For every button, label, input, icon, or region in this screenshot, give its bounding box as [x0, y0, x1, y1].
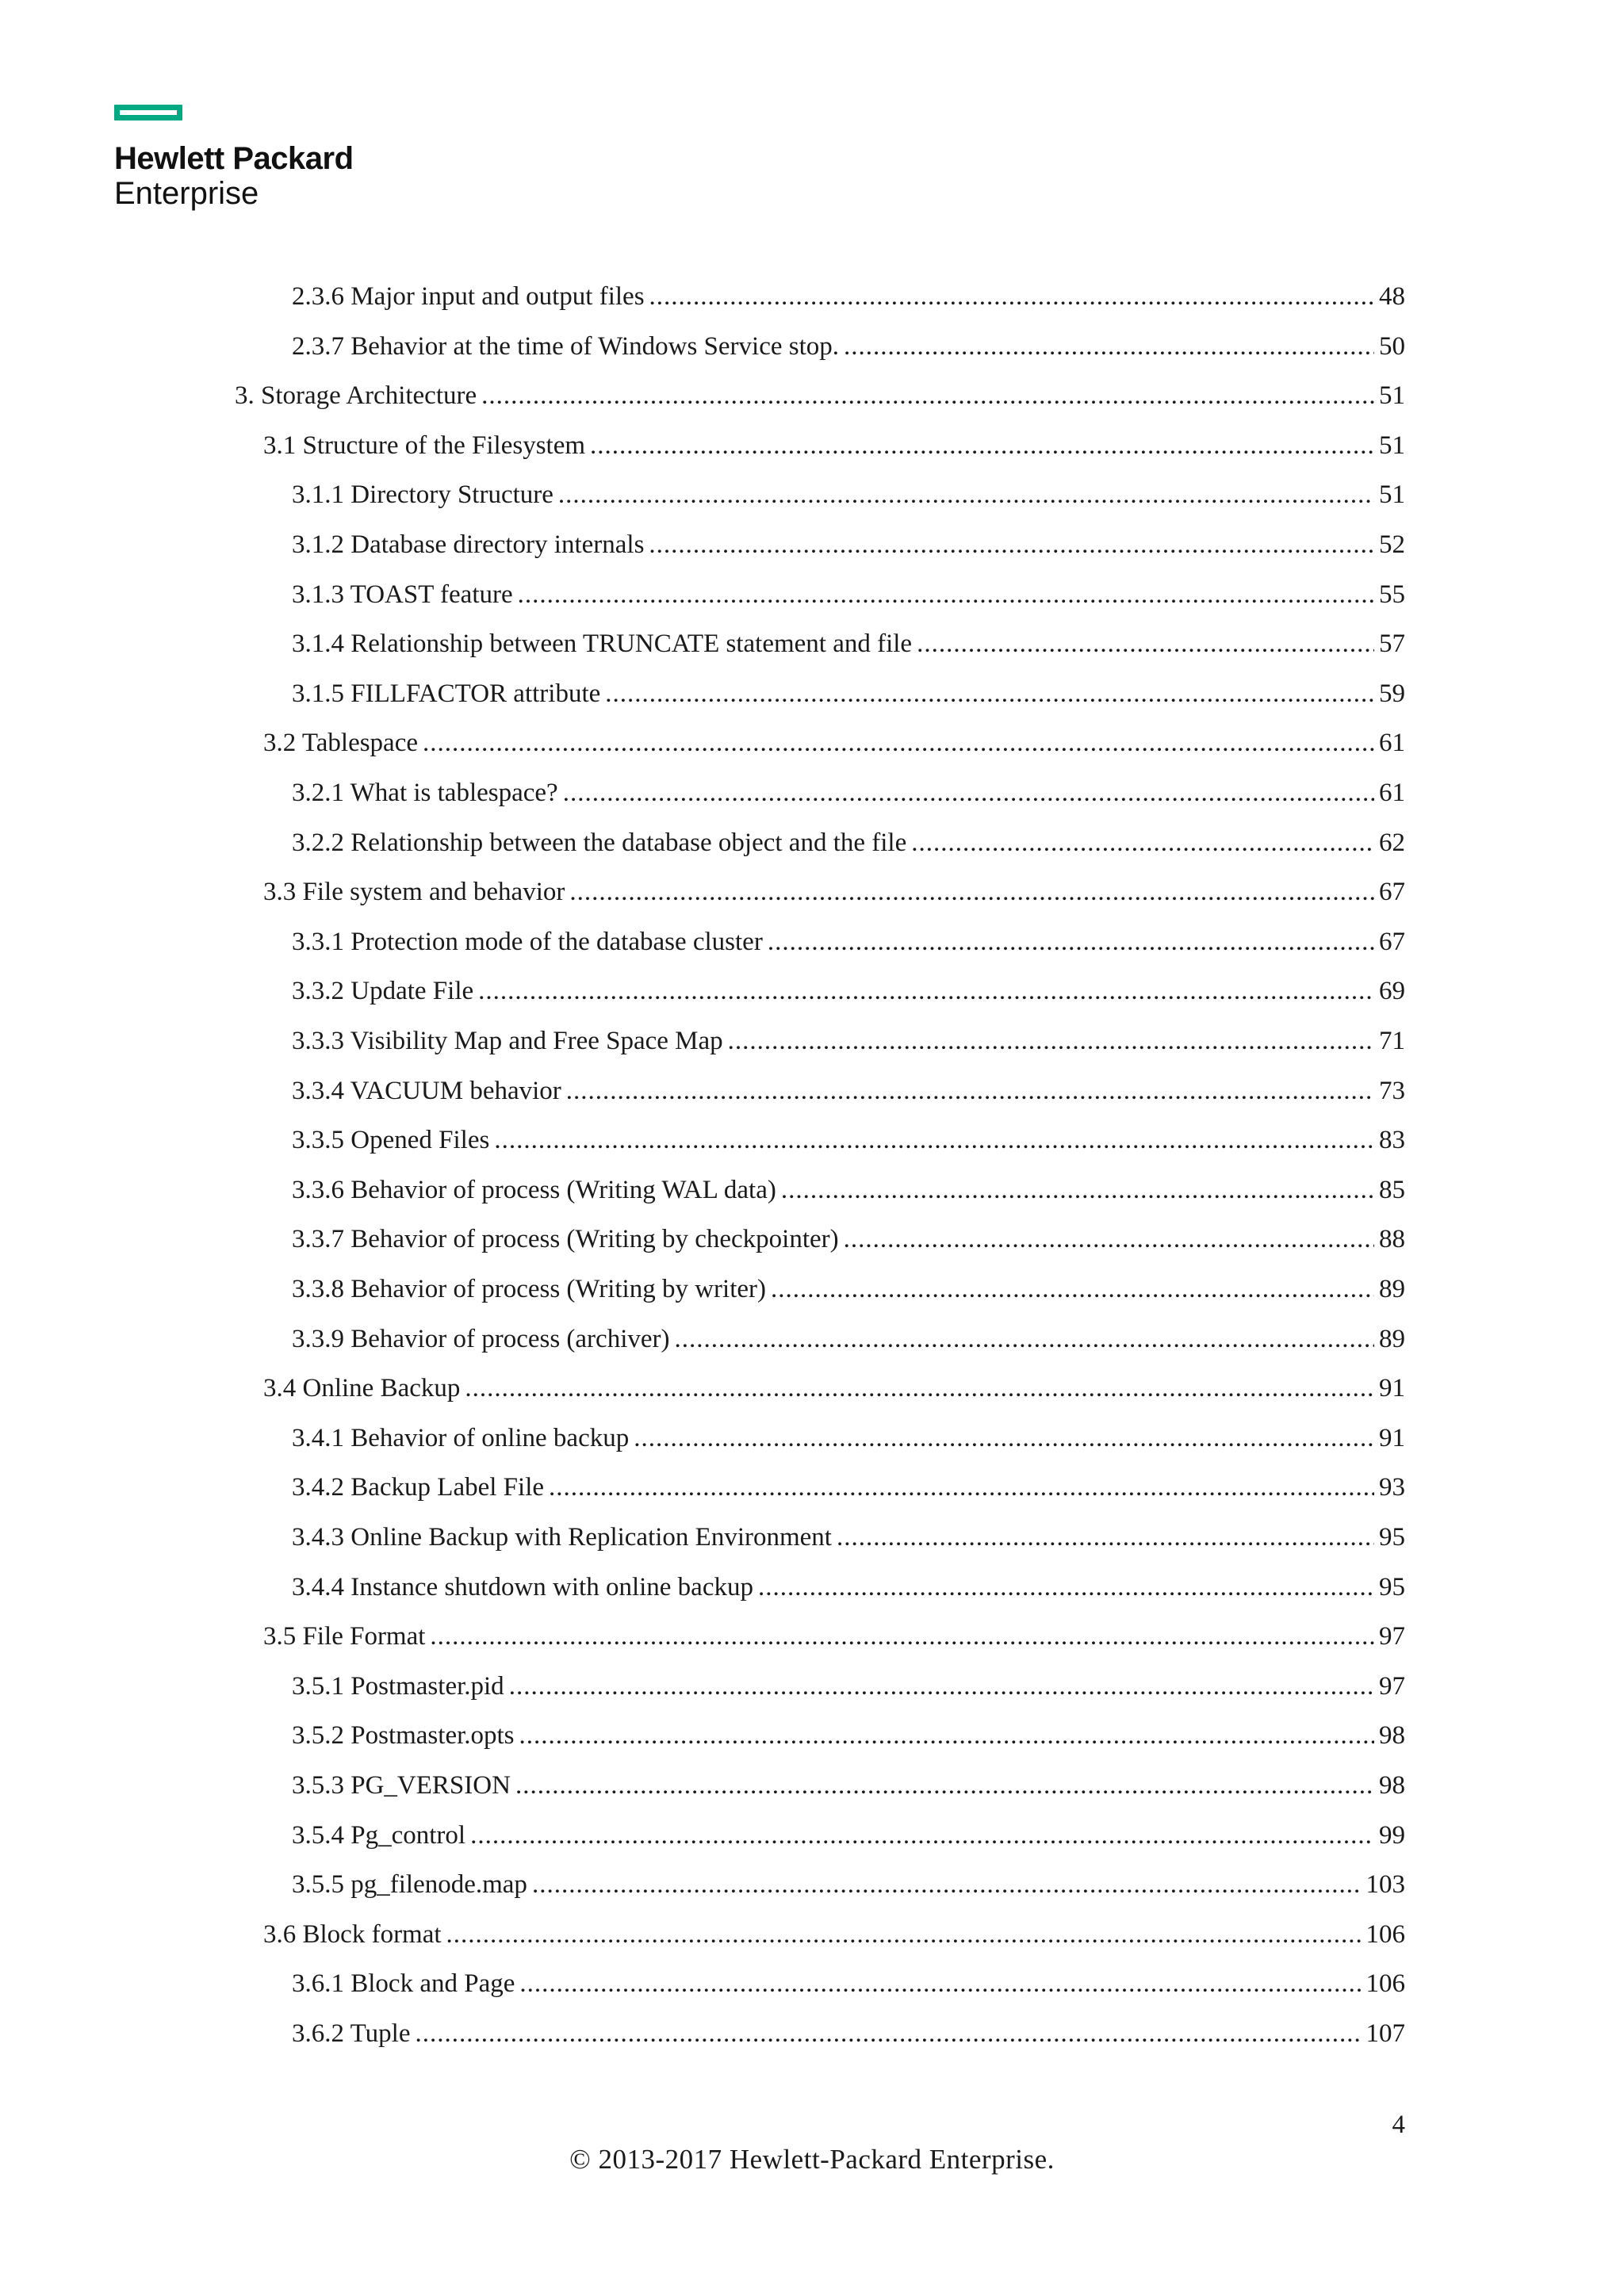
toc-entry[interactable] [263, 428, 1405, 463]
toc-entry[interactable] [292, 1173, 1405, 1207]
toc-entry-title: 3.3.1 Protection mode of the database cluster [292, 928, 763, 956]
toc-entry[interactable] [292, 1222, 1405, 1257]
toc-entry[interactable] [292, 1520, 1405, 1555]
toc-entry-title: 3.4.4 Instance shutdown with online backup [292, 1573, 753, 1601]
copyright-footer: © 2013-2017 Hewlett-Packard Enterprise. [569, 2144, 1055, 2175]
toc-entry-page: 51 [1379, 480, 1405, 509]
toc-entry-page: 103 [1365, 1870, 1405, 1899]
toc-dot-leader [590, 428, 1374, 463]
toc-entry-title: 3.6 Block format [263, 1920, 442, 1949]
toc-entry-page: 98 [1379, 1771, 1405, 1800]
toc-entry-page: 89 [1379, 1275, 1405, 1303]
toc-entry[interactable] [263, 1619, 1405, 1654]
toc-dot-leader [917, 626, 1374, 661]
toc-dot-leader [649, 527, 1374, 562]
toc-dot-leader [634, 1421, 1374, 1456]
toc-entry[interactable] [292, 1123, 1405, 1158]
toc-entry-title: 3.4 Online Backup [263, 1374, 461, 1402]
toc-entry-title: 3.5.3 PG_VERSION [292, 1771, 511, 1800]
toc-dot-leader [563, 775, 1374, 810]
toc-dot-leader [728, 1024, 1374, 1058]
toc-entry-page: 107 [1365, 2019, 1405, 2048]
toc-entry-page: 97 [1379, 1622, 1405, 1651]
toc-entry[interactable] [292, 1718, 1405, 1753]
toc-entry-page: 50 [1379, 332, 1405, 361]
toc-entry-page: 83 [1379, 1126, 1405, 1154]
toc-entry-page: 98 [1379, 1721, 1405, 1750]
toc-entry[interactable] [292, 974, 1405, 1008]
toc-dot-leader [515, 1768, 1374, 1803]
toc-entry[interactable] [292, 1867, 1405, 1902]
toc-entry[interactable] [292, 1669, 1405, 1704]
toc-entry-page: 59 [1379, 679, 1405, 708]
toc-dot-leader [446, 1917, 1362, 1952]
toc-dot-leader [532, 1867, 1362, 1902]
toc-entry-title: 3.3.9 Behavior of process (archiver) [292, 1325, 670, 1353]
toc-dot-leader [649, 279, 1374, 314]
toc-entry-title: 3.2.1 What is tablespace? [292, 779, 558, 807]
toc-dot-leader [844, 1222, 1374, 1257]
toc-entry-title: 3.1.1 Directory Structure [292, 480, 553, 509]
toc-entry-page: 95 [1379, 1523, 1405, 1552]
toc-dot-leader [558, 477, 1374, 512]
toc-entry-page: 69 [1379, 977, 1405, 1005]
logo-text-line1: Hewlett Packard [114, 141, 354, 176]
toc-dot-leader [430, 1619, 1374, 1654]
toc-entry-title: 3.3.2 Update File [292, 977, 474, 1005]
toc-entry-title: 3.4.2 Backup Label File [292, 1473, 545, 1502]
toc-dot-leader [509, 1669, 1374, 1704]
toc-dot-leader [566, 1073, 1374, 1108]
toc-entry[interactable] [292, 924, 1405, 959]
toc-entry-page: 51 [1379, 431, 1405, 460]
toc-dot-leader [465, 1371, 1374, 1406]
toc-entry-title: 3.3 File system and behavior [263, 878, 565, 906]
toc-dot-leader [478, 974, 1374, 1008]
toc-dot-leader [781, 1173, 1374, 1207]
toc-entry[interactable] [263, 874, 1405, 909]
toc-entry[interactable] [292, 1272, 1405, 1307]
toc-entry[interactable] [292, 477, 1405, 512]
toc-entry[interactable] [292, 1421, 1405, 1456]
toc-entry-page: 62 [1379, 828, 1405, 857]
toc-dot-leader [675, 1322, 1375, 1357]
toc-entry-page: 85 [1379, 1176, 1405, 1204]
hpe-logo-mark [114, 105, 182, 121]
toc-dot-leader [481, 378, 1374, 413]
toc-entry-title: 3.1.3 TOAST feature [292, 580, 513, 609]
toc-entry[interactable] [292, 1768, 1405, 1803]
toc-entry-page: 48 [1379, 282, 1405, 311]
toc-dot-leader [470, 1818, 1374, 1853]
toc-entry-page: 91 [1379, 1424, 1405, 1452]
toc-entry[interactable] [292, 329, 1405, 364]
toc-dot-leader [518, 577, 1374, 612]
toc-entry[interactable] [292, 1570, 1405, 1605]
toc-entry-title: 3.6.2 Tuple [292, 2019, 411, 2048]
toc-entry[interactable] [292, 825, 1405, 860]
toc-entry-title: 3.1.5 FILLFACTOR attribute [292, 679, 601, 708]
toc-entry-title: 3.2 Tablespace [263, 729, 419, 757]
toc-entry-title: 3. Storage Architecture [235, 381, 477, 410]
logo-text-line2: Enterprise [114, 176, 259, 211]
toc-entry[interactable] [235, 378, 1405, 413]
toc-entry-page: 93 [1379, 1473, 1405, 1502]
toc-entry[interactable] [292, 1322, 1405, 1357]
toc-entry[interactable] [292, 775, 1405, 810]
toc-entry-title: 3.5.1 Postmaster.pid [292, 1672, 504, 1701]
toc-entry[interactable] [292, 626, 1405, 661]
toc-entry-page: 97 [1379, 1672, 1405, 1701]
toc-entry-page: 67 [1379, 928, 1405, 956]
toc-entry-page: 57 [1379, 629, 1405, 658]
toc-entry-title: 3.5 File Format [263, 1622, 426, 1651]
toc-entry-page: 61 [1379, 729, 1405, 757]
toc-dot-leader [758, 1570, 1374, 1605]
toc-dot-leader [837, 1520, 1374, 1555]
toc-entry-title: 3.4.1 Behavior of online backup [292, 1424, 630, 1452]
toc-entry-title: 3.6.1 Block and Page [292, 1969, 515, 1998]
toc-entry-title: 3.1.4 Relationship between TRUNCATE statement and file [292, 629, 913, 658]
toc-dot-leader [569, 874, 1374, 909]
toc-dot-leader [494, 1123, 1374, 1158]
toc-entry[interactable] [292, 577, 1405, 612]
toc-entry[interactable] [263, 1917, 1405, 1952]
toc-dot-leader [911, 825, 1374, 860]
toc-entry[interactable] [292, 676, 1405, 711]
page-number: 4 [1392, 2110, 1405, 2139]
toc-dot-leader [771, 1272, 1374, 1307]
toc-dot-leader [423, 725, 1374, 760]
toc-entry-title: 2.3.6 Major input and output files [292, 282, 645, 311]
toc-entry-title: 3.5.2 Postmaster.opts [292, 1721, 515, 1750]
toc-entry[interactable] [263, 725, 1405, 760]
toc-entry-page: 55 [1379, 580, 1405, 609]
toc-entry-page: 89 [1379, 1325, 1405, 1353]
toc-entry[interactable] [292, 1470, 1405, 1505]
toc-entry-page: 95 [1379, 1573, 1405, 1601]
toc-entry-page: 73 [1379, 1077, 1405, 1105]
toc-dot-leader [768, 924, 1374, 959]
toc-entry-title: 3.5.5 pg_filenode.map [292, 1870, 527, 1899]
toc-dot-leader [549, 1470, 1374, 1505]
toc-entry[interactable] [292, 1024, 1405, 1058]
toc-entry-title: 3.3.6 Behavior of process (Writing WAL data) [292, 1176, 776, 1204]
toc-entry-title: 3.3.3 Visibility Map and Free Space Map [292, 1027, 723, 1055]
toc-entry-page: 99 [1379, 1821, 1405, 1850]
toc-entry-title: 3.3.7 Behavior of process (Writing by checkpointer) [292, 1225, 839, 1253]
toc-dot-leader [415, 2016, 1361, 2051]
toc-entry-page: 71 [1379, 1027, 1405, 1055]
toc-entry-title: 3.1 Structure of the Filesystem [263, 431, 586, 460]
toc-entry[interactable] [292, 1966, 1405, 2001]
toc-entry[interactable] [292, 1073, 1405, 1108]
toc-entry-page: 51 [1379, 381, 1405, 410]
toc-entry[interactable] [292, 279, 1405, 314]
toc-entry-title: 3.3.5 Opened Files [292, 1126, 490, 1154]
toc-entry[interactable] [292, 2016, 1405, 2051]
toc-entry-title: 3.4.3 Online Backup with Replication Environment [292, 1523, 832, 1552]
toc-entry-title: 3.3.4 VACUUM behavior [292, 1077, 561, 1105]
toc-entry[interactable] [263, 1371, 1405, 1406]
toc-entry-page: 67 [1379, 878, 1405, 906]
toc-dot-leader [605, 676, 1374, 711]
toc-entry-page: 91 [1379, 1374, 1405, 1402]
toc-dot-leader [844, 329, 1374, 364]
toc-entry-page: 106 [1365, 1920, 1405, 1949]
hpe-logo [114, 105, 354, 211]
toc-entry-page: 106 [1365, 1969, 1405, 1998]
toc-entry-page: 88 [1379, 1225, 1405, 1253]
toc-entry-page: 52 [1379, 530, 1405, 559]
toc-entry-title: 3.2.2 Relationship between the database object and the file [292, 828, 907, 857]
toc-entry[interactable] [292, 1818, 1405, 1853]
toc-entry-title: 2.3.7 Behavior at the time of Windows Service stop. [292, 332, 840, 361]
toc-entry-title: 3.5.4 Pg_control [292, 1821, 466, 1850]
toc-entry[interactable] [292, 527, 1405, 562]
toc-dot-leader [519, 1718, 1374, 1753]
toc-dot-leader [519, 1966, 1361, 2001]
toc-entry-title: 3.3.8 Behavior of process (Writing by writer) [292, 1275, 767, 1303]
toc-entry-page: 61 [1379, 779, 1405, 807]
toc-entry-title: 3.1.2 Database directory internals [292, 530, 645, 559]
